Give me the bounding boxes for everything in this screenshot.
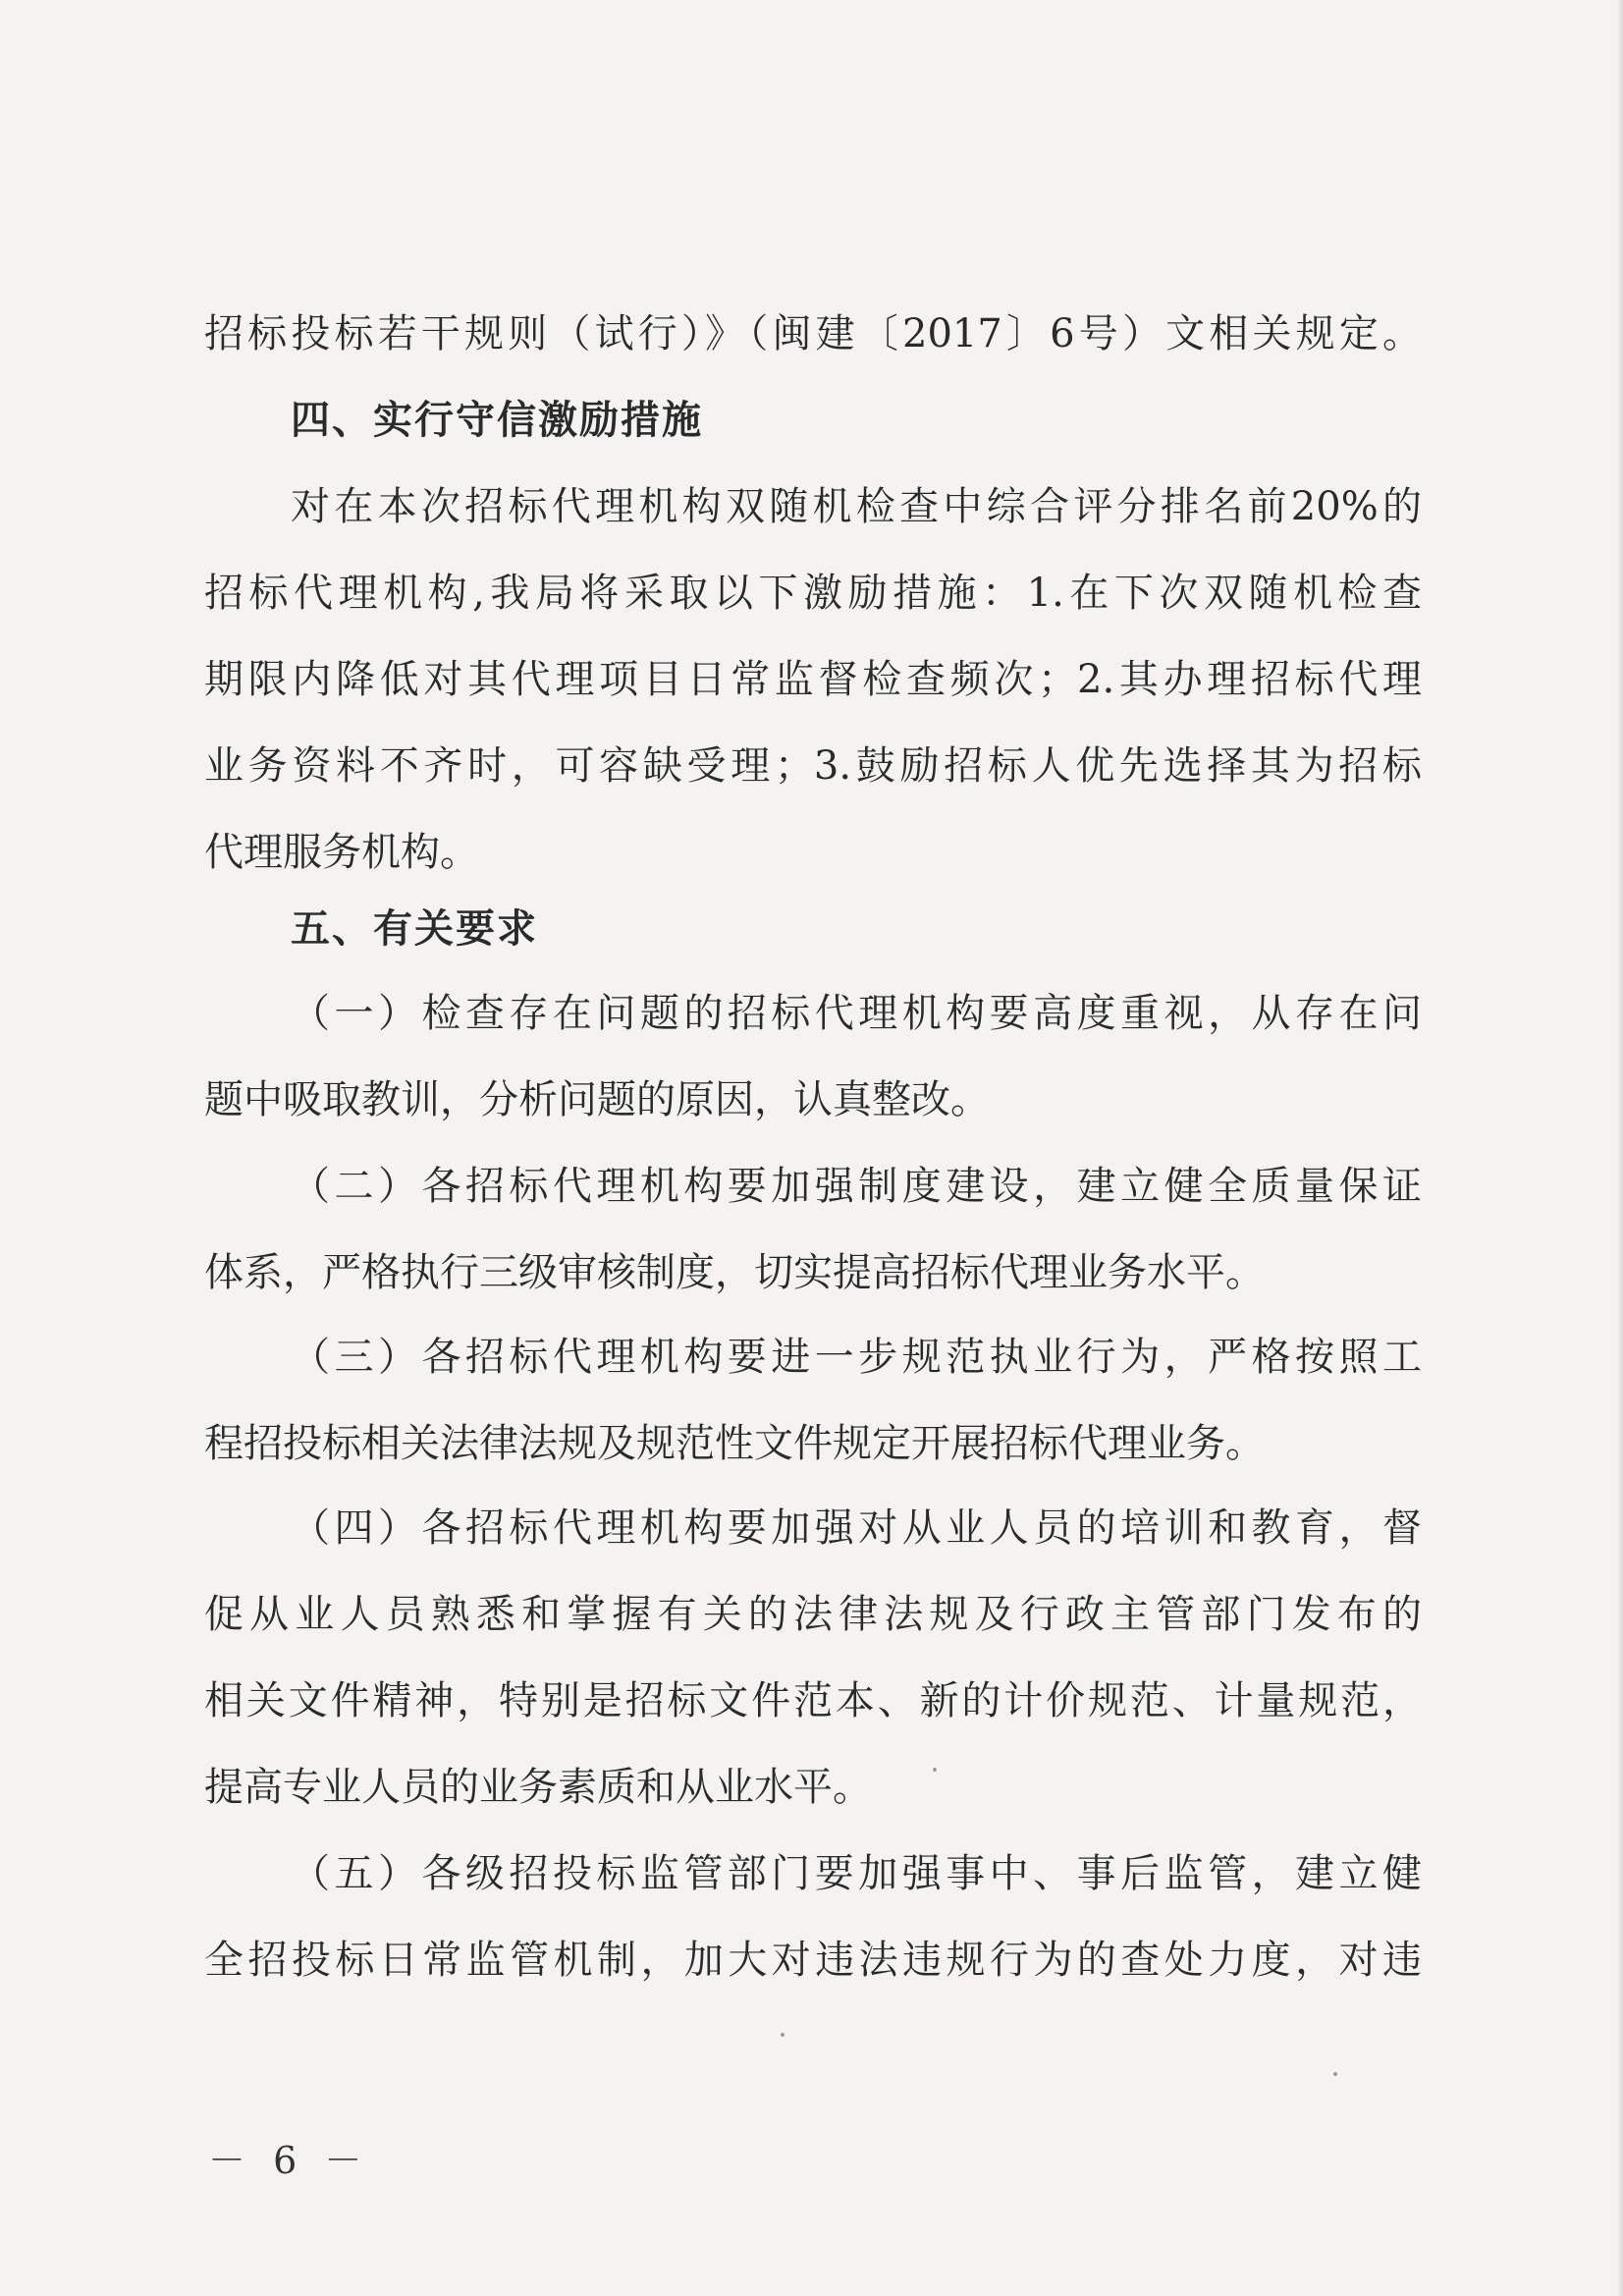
paragraph-line: 题中吸取教训，分析问题的原因，认真整改。 — [204, 1077, 990, 1122]
paragraph-line: 业务资料不齐时，可容缺受理；3.鼓励招标人优先选择其为招标 — [204, 743, 1422, 789]
paragraph-line: 对在本次招标代理机构双随机检查中综合评分排名前20%的 — [291, 484, 1422, 529]
paragraph-line: （一）检查存在问题的招标代理机构要高度重视，从存在问 — [291, 991, 1422, 1036]
paragraph-line: （五）各级招投标监管部门要加强事中、事后监管，建立健 — [291, 1851, 1422, 1896]
paragraph-line: 体系，严格执行三级审核制度，切实提高招标代理业务水平。 — [204, 1250, 1265, 1295]
scan-speck — [781, 2033, 784, 2037]
paragraph-line: 全招投标日常监管机制，加大对违法违规行为的查处力度，对违 — [204, 1938, 1422, 1983]
paragraph-line: 期限内降低对其代理项目日常监督检查频次；2.其办理招标代理 — [204, 657, 1422, 702]
paragraph-line: 代理服务机构。 — [204, 830, 479, 875]
paragraph-line: 促从业人员熟悉和掌握有关的法律法规及行政主管部门发布的 — [204, 1592, 1422, 1637]
scan-edge-shadow — [1617, 0, 1623, 2296]
paragraph-line: 相关文件精神，特别是招标文件范本、新的计价规范、计量规范， — [204, 1678, 1422, 1723]
scan-speck — [933, 1768, 937, 1772]
section-heading-4: 四、实行守信激励措施 — [291, 398, 703, 443]
paragraph-line: 提高专业人员的业务素质和从业水平。 — [204, 1765, 872, 1810]
paragraph-line: （二）各招标代理机构要加强制度建设，建立健全质量保证 — [291, 1164, 1422, 1209]
paragraph-line: （三）各招标代理机构要进一步规范执业行为，严格按照工 — [291, 1335, 1422, 1380]
scan-speck — [1333, 2072, 1337, 2076]
paragraph-line: 招标代理机构,我局将采取以下激励措施：1.在下次双随机检查 — [204, 571, 1422, 616]
paragraph-line: 招标投标若干规则（试行）》（闽建〔2017〕6号）文相关规定。 — [204, 311, 1422, 356]
paragraph-line: （四）各招标代理机构要加强对从业人员的培训和教育，督 — [291, 1505, 1422, 1551]
page-number: － 6 － — [208, 2139, 370, 2182]
paragraph-line: 程招投标相关法律法规及规范性文件规定开展招标代理业务。 — [204, 1421, 1265, 1466]
section-heading-5: 五、有关要求 — [291, 906, 538, 952]
